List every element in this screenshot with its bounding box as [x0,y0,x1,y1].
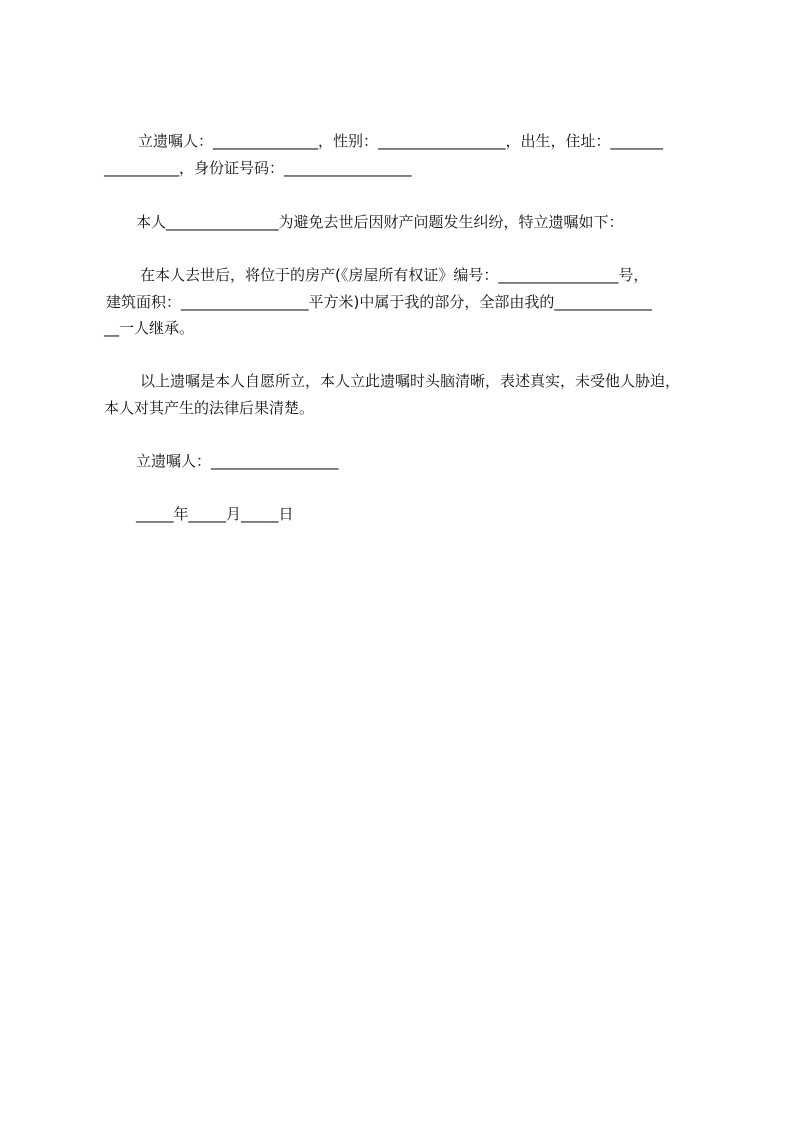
property-paragraph-line-3: __一人继承。 [104,319,195,337]
intent-paragraph: 本人_______________为避免去世后因财产问题发生纠纷，特立遗嘱如下： [136,213,624,231]
testator-signature-line: 立遗嘱人：_________________ [136,452,339,470]
testator-info-line-1: 立遗嘱人：______________，性别：_________________，出生，住址：_______ [138,132,664,150]
property-paragraph-line-2: 建筑面积：_________________平方米)中属于我的部分，全部由我的_____________ [106,293,652,311]
declaration-paragraph-line-2: 本人对其产生的法律后果清楚。 [104,399,315,417]
testator-info-line-2: __________，身份证号码：_________________ [104,159,412,177]
declaration-paragraph-line-1: 以上遗嘱是本人自愿所立，本人立此遗嘱时头脑清晰，表述真实，未受他人胁迫， [140,372,681,390]
property-paragraph-line-1: 在本人去世后，将位于的房产(《房屋所有权证》编号：________________号， [140,266,649,284]
date-line: _____年_____月_____日 [136,505,294,523]
